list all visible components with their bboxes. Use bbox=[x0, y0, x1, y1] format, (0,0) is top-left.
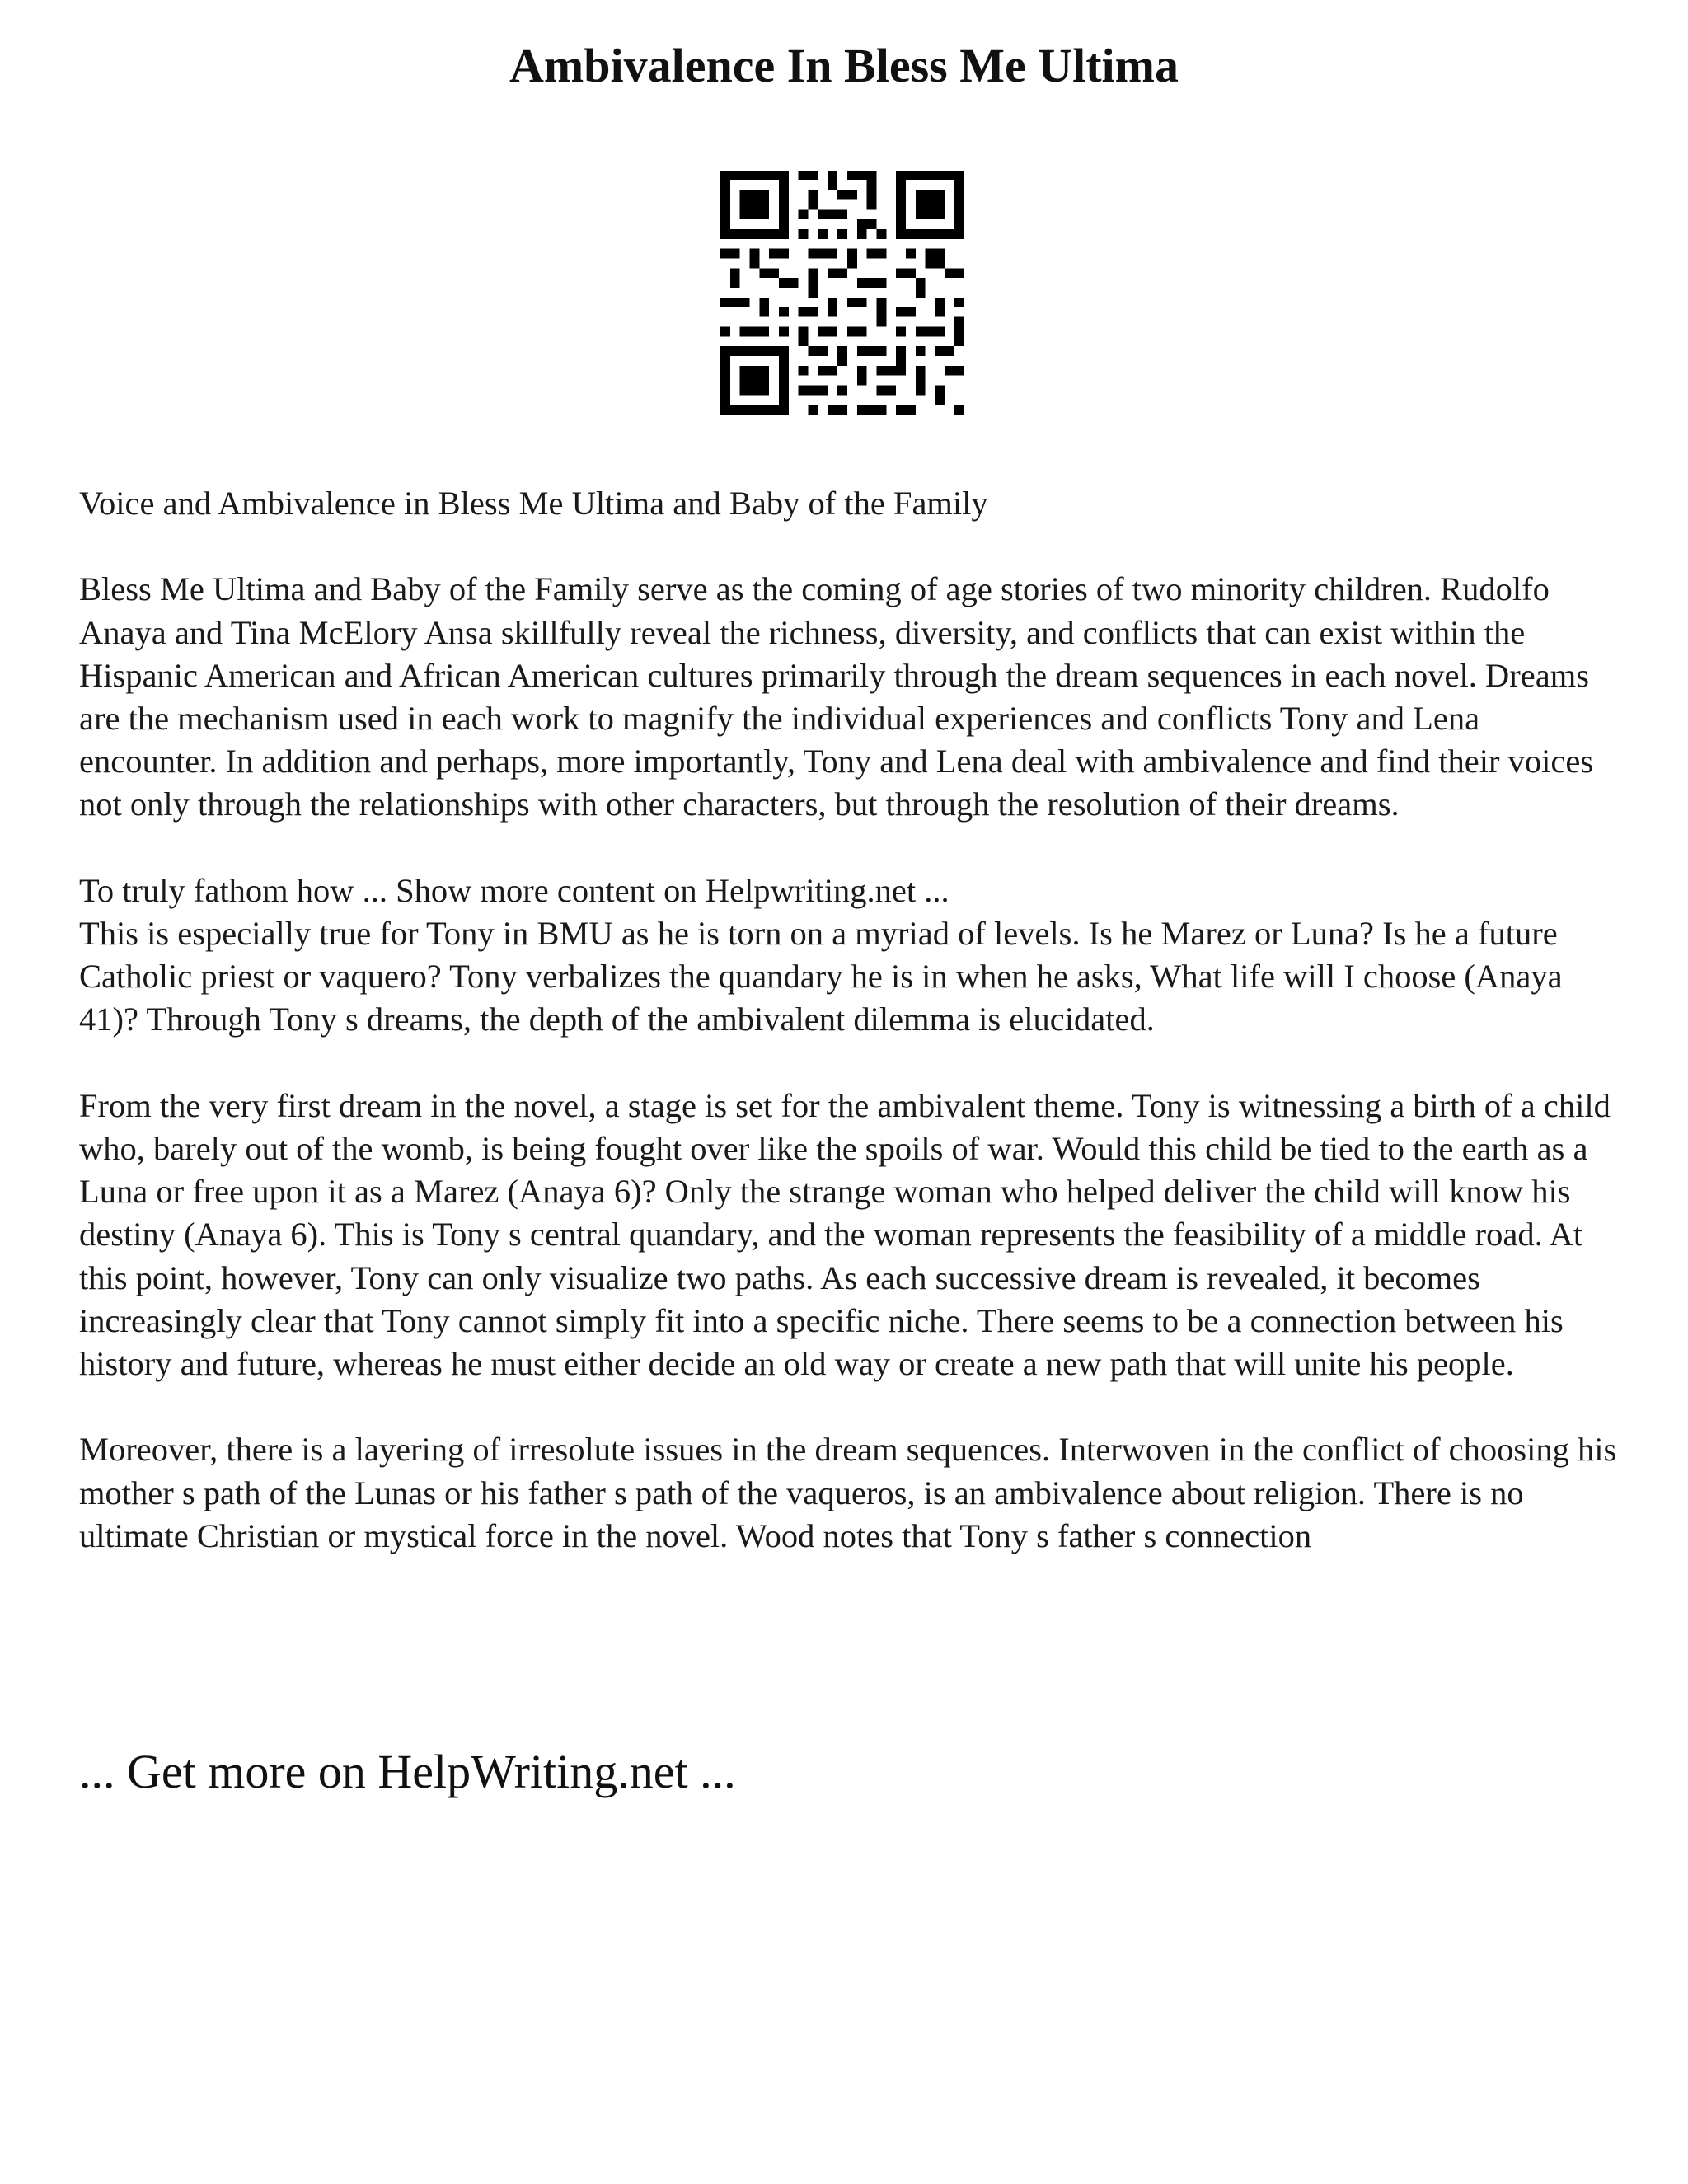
paragraph: Moreover, there is a layering of irresolute issues in the dream sequences. Interwoven in the conflict of choosing his mother s path of the Lunas or his father s path of the vaqueros, is an ambivalence about religion. There is no ultimate Christian or mystical force in the novel. Wood notes that Tony s father s connection bbox=[79, 1431, 1617, 1554]
paragraph: Bless Me Ultima and Baby of the Family serve as the coming of age stories of two minority children. Rudolfo Anaya and Tina McElory Ansa skillfully reveal the richness, diversity, and conflicts that can exist within the Hispanic American and African American cultures primarily through the dream sequences in each novel. Dreams are the mechanism used in each work to magnify the individual experiences and conflicts Tony and Lena encounter. In addition and perhaps, more importantly, Tony and Lena deal with ambivalence and find their voices not only through the relationships with other characters, but through the resolution of their dreams. bbox=[79, 570, 1594, 823]
get-more-link[interactable]: ... Get more on HelpWriting.net ... bbox=[79, 1745, 736, 1798]
paragraph: This is especially true for Tony in BMU as he is torn on a myriad of levels. Is he Marez or Luna? Is he a future Catholic priest or vaquero? Tony verbalizes the quandary he is in when he asks, What life will I choose (Anaya 41)? Through Tony s dreams, the depth of the ambivalent dilemma is elucidated. bbox=[79, 915, 1563, 1038]
qr-code-graphic bbox=[720, 171, 964, 415]
show-more-line: To truly fathom how ... Show more content on Helpwriting.net ... bbox=[79, 871, 950, 909]
page-title: Ambivalence In Bless Me Ultima bbox=[509, 39, 1179, 92]
paragraph: From the very first dream in the novel, a stage is set for the ambivalent theme. Tony is witnessing a birth of a child who, barely out of the womb, is being fought over like the spoils of war. Would this child be tied to the earth as a Luna or free upon it as a Marez (Anaya 6)? Only the strange woman who helped deliver the child will know his destiny (Anaya 6). This is Tony s central quandary, and the woman represents the feasibility of a middle road. At this point, however, Tony can only visualize two paths. As each successive dream is revealed, it becomes increasingly clear that Tony cannot simply fit into a specific niche. There seems to be a connection between his history and future, whereas he must either decide an old way or create a new path that will unite his people. bbox=[79, 1086, 1611, 1383]
article-subtitle: Voice and Ambivalence in Bless Me Ultima and Baby of the Family bbox=[79, 485, 988, 522]
article-body bbox=[79, 482, 1620, 1601]
qr-code-icon bbox=[720, 171, 964, 415]
